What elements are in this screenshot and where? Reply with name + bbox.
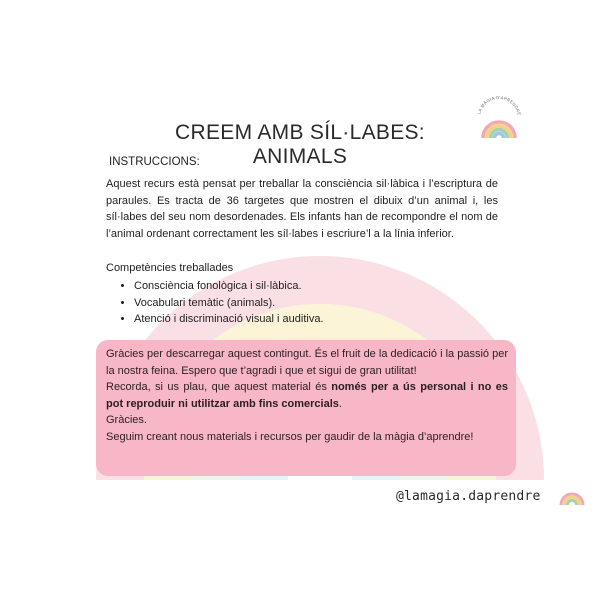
social-handle: @lamagia.daprendre bbox=[396, 489, 541, 504]
thanks-line-2-post: . bbox=[338, 397, 342, 410]
thanks-line-4: Seguim creant nous materials i recursos per gaudir de la màgia d’aprendre! bbox=[106, 430, 474, 443]
list-item: • Atenció i discriminació visual i auditiva. bbox=[134, 311, 498, 328]
thanks-box bbox=[96, 340, 516, 476]
logo-text: LA MÀGIA D'APRENDRE bbox=[476, 96, 522, 116]
list-item: • Consciència fonològica i sil·làbica. bbox=[134, 278, 498, 295]
list-item: • Vocabulari temàtic (animals). bbox=[134, 295, 498, 312]
logo-rainbow-icon bbox=[474, 96, 524, 142]
page-title: CREEM AMB SÍL·LABES: ANIMALS bbox=[175, 121, 425, 168]
svg-text:LA MÀGIA D'APRENDRE bbox=[476, 96, 521, 116]
intro-paragraph: Aquest recurs està pensat per treballar la consciència sil·làbica i l’escriptura de paraules. Es tracta de 36 targetes que mostren el dibuix d’un animal i, les síl·labes del seu nom desordenades. Els infants han de recompondre el nom de l’animal ordenant correctament les síl·labes i escriure’l a la línia inferior. bbox=[106, 178, 498, 240]
small-rainbow-icon bbox=[559, 484, 585, 506]
thanks-line-2-bold: només per a ús personal i no es pot reproduir ni utilitzar amb fins comercials bbox=[106, 381, 508, 410]
thanks-line-2 bbox=[106, 379, 508, 412]
instructions-label: INSTRUCCIONS: bbox=[109, 156, 200, 168]
thanks-line-3: Gràcies. bbox=[106, 414, 147, 426]
competencies-label: Competències treballades bbox=[106, 262, 234, 274]
competencies-list bbox=[106, 278, 498, 328]
thanks-line-1: Gràcies per descarregar aquest contingut. És el fruit de la dedicació i la passió per la nostra feina. Espero que t’agradi i que et sigui de gran utilitat! bbox=[106, 348, 508, 377]
thanks-line-2-pre: Recorda, si us plau, que aquest material és bbox=[106, 381, 332, 393]
